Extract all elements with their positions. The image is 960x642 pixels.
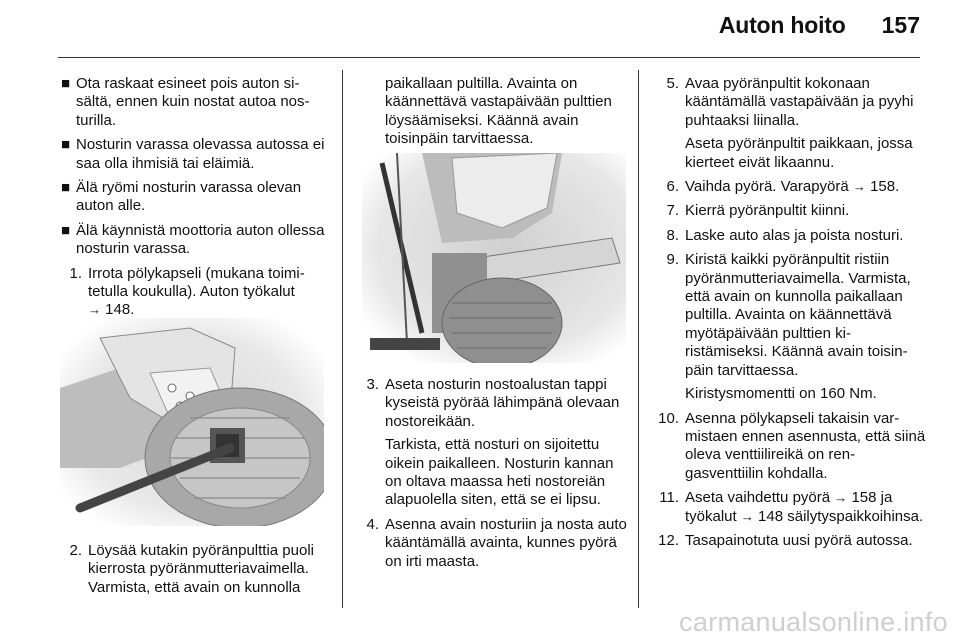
column-1 [61, 75, 327, 326]
header-rule [58, 57, 920, 58]
page-title: Auton hoito [718, 12, 846, 38]
page-ref-link[interactable]: 158. [870, 178, 900, 196]
wheel-bolt-illustration [60, 318, 324, 526]
column-3 [658, 75, 928, 556]
jack-position-illustration [362, 153, 626, 363]
page-ref-link[interactable]: 158 [851, 489, 877, 507]
step-11: 11. Aseta vaihdettu pyörä → 158 ja työkalut → 148 säilytyspaikkoihinsa. [659, 489, 924, 525]
bullet-icon: ■ [61, 136, 71, 154]
step-10: 10. Asenna pölykapseli takaisin varmistaen ennen asennusta, että siinä oleva venttiilireikä on rengasventtiilin kohdalla. [658, 409, 926, 482]
bullet-icon: ■ [61, 75, 71, 92]
page-ref-arrow-icon: → [740, 508, 754, 524]
page-ref-arrow-icon: → [834, 490, 848, 506]
step-4: 4. Asenna avain nosturiin ja nosta auto kääntämällä avainta, kunnes pyörä on irti maasta. [366, 515, 627, 570]
column-1-bottom [61, 542, 327, 603]
bullet-icon: ■ [61, 179, 71, 197]
step-2-continuation: paikallaan pultilla. Avainta on käännettävä vastapäivään pulttien löysäämiseksi. Käännä avain toisinpäin tarvittaessa. [385, 75, 612, 148]
bullet-icon: ■ [61, 221, 71, 239]
step-9: 9. Kiristä kaikki pyöränpultit ristiin pyöränmutteriavaimella. Varmista, että avain on kunnolla paikallaan pultilla. Avainta on käännettävä myötäpäivään pulttien kiristämiseksi. Käännä avain toisinpäin tarvittaessa. Kiristysmomentti on 160 Nm. [666, 251, 911, 403]
column-divider-1 [342, 70, 343, 608]
watermark: carmanualsonline.info [679, 607, 948, 637]
page-number: 157 [881, 12, 920, 38]
step-3: 3. Aseta nosturin nostoalustan tappi kyseistä pyörää lähimpänä olevaan nostoreikään. Tarkista, että nosturi on sijoitettu oikein paikalleen. Nosturin kannan on oltava maassa heti nostoreiän alapuolella siten, että se ei lipsu. [366, 376, 620, 509]
bullet-item: ■ Älä käynnistä moottoria auton ollessa nosturin varassa. [61, 221, 325, 258]
step-7: 7. Kierrä pyöränpultit kiinni. [666, 202, 850, 220]
column-2 [362, 75, 628, 155]
page-header [719, 12, 920, 52]
step-2: 2. Löysää kutakin pyöränpulttia puoli kierrosta pyöränmutteriavaimella. Varmista, että avain on kunnolla [69, 542, 314, 596]
step-6: 6. Vaihda pyörä. Varapyörä → 158. [666, 178, 900, 196]
column-2-bottom [362, 376, 628, 577]
step-5: 5. Avaa pyöränpultit kokonaan kääntämällä vastapäivään ja pyyhi puhtaaksi liinalla. Aseta pyöränpultit paikkaan, jossa kierteet eivät likaannu. [666, 75, 914, 171]
page-ref-arrow-icon: → [88, 302, 101, 318]
page-ref-link[interactable]: 148 [758, 507, 784, 525]
bullet-item: ■ Älä ryömi nosturin varassa olevan auton alle. [61, 179, 302, 215]
step-8: 8. Laske auto alas ja poista nosturi. [666, 226, 904, 244]
page-ref-link[interactable]: 148. [105, 301, 135, 319]
page-ref-arrow-icon: → [852, 179, 866, 195]
step-12: 12. Tasapainotuta uusi pyörä autossa. [658, 531, 913, 549]
bullet-item: ■ Ota raskaat esineet pois auton sisältä, ennen kuin nostat autoa nosturilla. [61, 75, 310, 129]
bullet-item: ■ Nosturin varassa olevassa autossa ei saa olla ihmisiä tai eläimiä. [61, 136, 325, 172]
column-divider-2 [638, 70, 639, 608]
step-1: 1. Irrota pölykapseli (mukana toimitetulla koukulla). Auton työkalut → 148. [69, 264, 305, 319]
